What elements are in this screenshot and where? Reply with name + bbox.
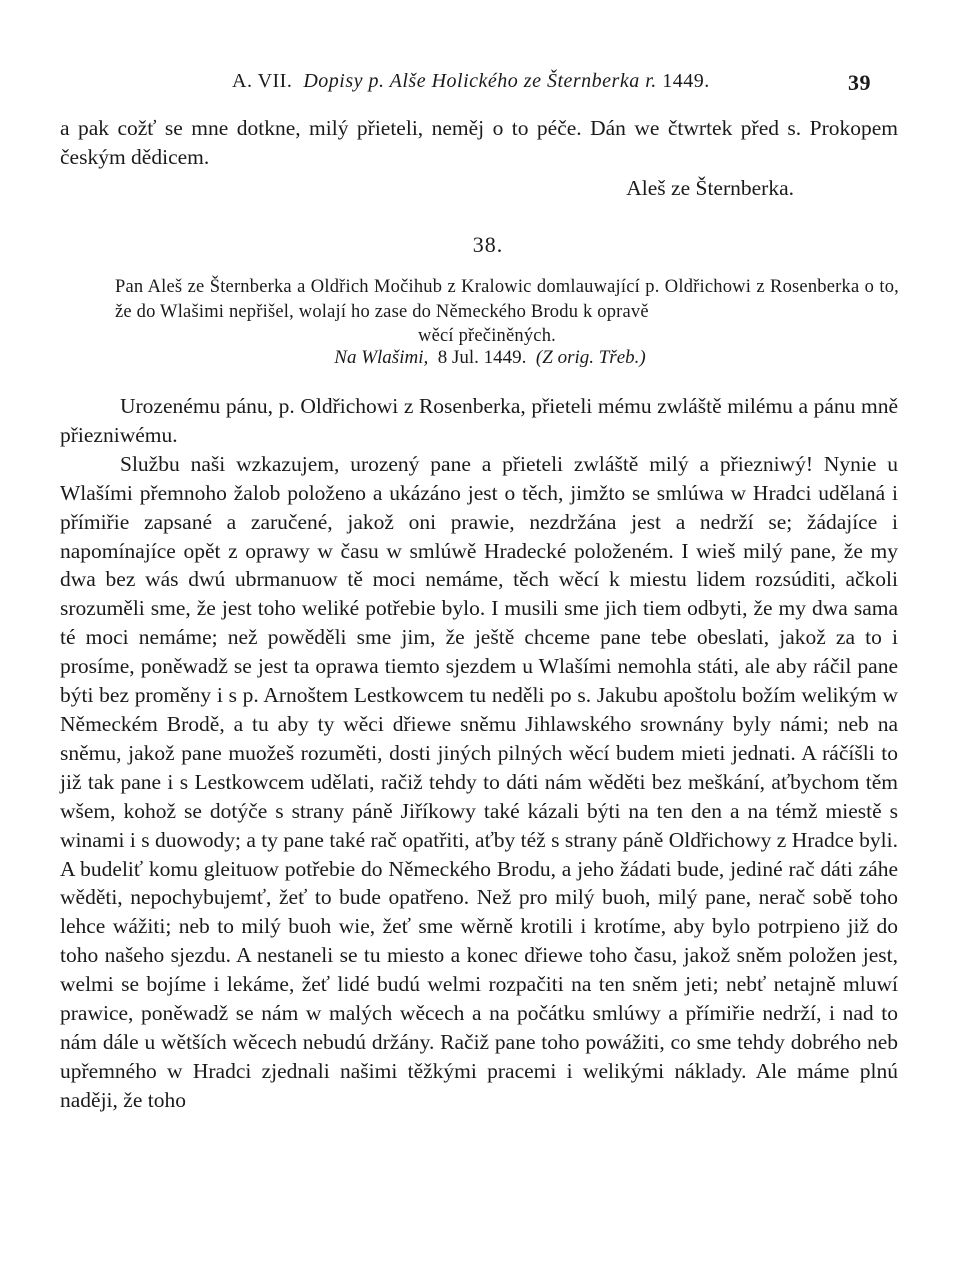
running-head bbox=[0, 70, 960, 100]
regest-last-line: wěcí přečiněných. bbox=[418, 326, 556, 346]
running-head-year: 1449. bbox=[662, 70, 710, 92]
dating-place: Na Wlašimi, bbox=[334, 347, 429, 368]
dating-date: 8 Jul. 1449. bbox=[437, 347, 527, 368]
letter-body: Službu naši wzkazujem, urozený pane a přieteli zwláště milý a přiezniwý! Nynie u Wlašími přemnoho žalob položeno a ukázáno jest o těch, jimžto se smlúwa w Hradci udělaná i přímiřie zapsané a zaručené, jakož oni prawie, nezdržána jest a nedrží se; žádajíce i napomínajíce opět z oprawy w času w smlúwě Hradecké položeném. I wieš milý pane, že my dwa bez wás dwú ubrmanuow tě moci nemáme, těch wěcí k miestu lidem rozsúditi, ačkoli srozuměli sme, že jest toho weliké potřebie bylo. I musili sme jich tiem odbyti, že my dwa sama té moci nemáme; než powěděli sme jim, že ještě chceme pane tebe obeslati, jakož za to i prosíme, poněwadž se jest ta oprawa tiemto sjezdem u Wlašími nemohla státi, ale aby ráčil pane býti bez proměny i s p. Arnoštem Lestkowcem tu neděli po s. Jakubu apoštolu božím welikým w Německém Brodě, a tu aby ty wěci dřiewe sněmu Jihlawského srownány byly námi; neb na sněmu, jakož pane muožeš rozuměti, dosti jiných pilných wěcí budem mieti jednati. A ráčíšli to již tak pane i s Lestkowcem udělati, račiž tehdy to dáti nám wěděti bez meškání, aťbychom těm wšem, kohož se dotýče s strany páně Jiříkowy také kázali býti na ten den a na témž miestě s winami i s duowody; a ty pane také rač opatřiti, aťby též s strany páně Oldřichowy z Hradce byli. A budeliť komu gleituow potřebie do Německého Brodu, a jeho žádati bude, jediné rač dáti záhe wěděti, nepochybujemť, žeť to bude opatřeno. Než pro milý buoh, milý pane, nerač sobě toho lehce wážiti; neb to milý buoh wie, žeť sme wěrně krotili i krotíme, aby bylo potrpieno již do toho našeho sjezdu. A nestaneli se tu miesto a konec dřiewe toho času, jakož sněm položen jest, welmi se bojíme i lekáme, žeť lidé budú welmi rozpačiti na ten sněm jeti; nebť netajně mluwí prawice, poněwadž se nám w malých wěcech a na počátku smlúwy a přímiřie nedrží, i nad to nám dále u wětších wěcech nebudú držány. Račiž pane toho powážiti, co sme tehdy dobrého neb upřemného w Hradci zjednali našimi těžkými pracemi i welikými náklady. Ale máme plnú naději, že toho bbox=[60, 451, 898, 1112]
previous-letter-ending bbox=[60, 114, 898, 203]
signature: Aleš ze Šternberka. bbox=[626, 175, 794, 200]
section-label: A. VII. bbox=[232, 70, 293, 92]
dating-source: (Z orig. Třeb.) bbox=[535, 347, 646, 368]
page-number: 39 bbox=[848, 70, 871, 95]
document-number: 38. bbox=[472, 232, 504, 257]
regest-text: Pan Aleš ze Šternberka a Oldřich Močihub z Kralowic domlauwající p. Oldřichowi z Rosenberka o to, že do Wlašimi nepřišel, wolají ho zase do Německého Brodu k opravě bbox=[115, 277, 899, 322]
continuation-paragraph: a pak cožť se mne dotkne, milý přieteli, neměj o to péče. Dán we čtwrtek před s. Prokopem českým dědicem. bbox=[60, 116, 898, 169]
letter-address: Urozenému pánu, p. Oldřichowi z Rosenberka, přieteli mému zwláště milému a pánu mně přiezniwému. bbox=[60, 394, 898, 447]
letter-text bbox=[60, 392, 898, 1115]
chapter-title: Dopisy p. Alše Holického ze Šternberka r. bbox=[303, 70, 657, 92]
dating-line bbox=[0, 347, 960, 369]
running-head-title bbox=[232, 70, 710, 93]
regest bbox=[115, 275, 899, 349]
